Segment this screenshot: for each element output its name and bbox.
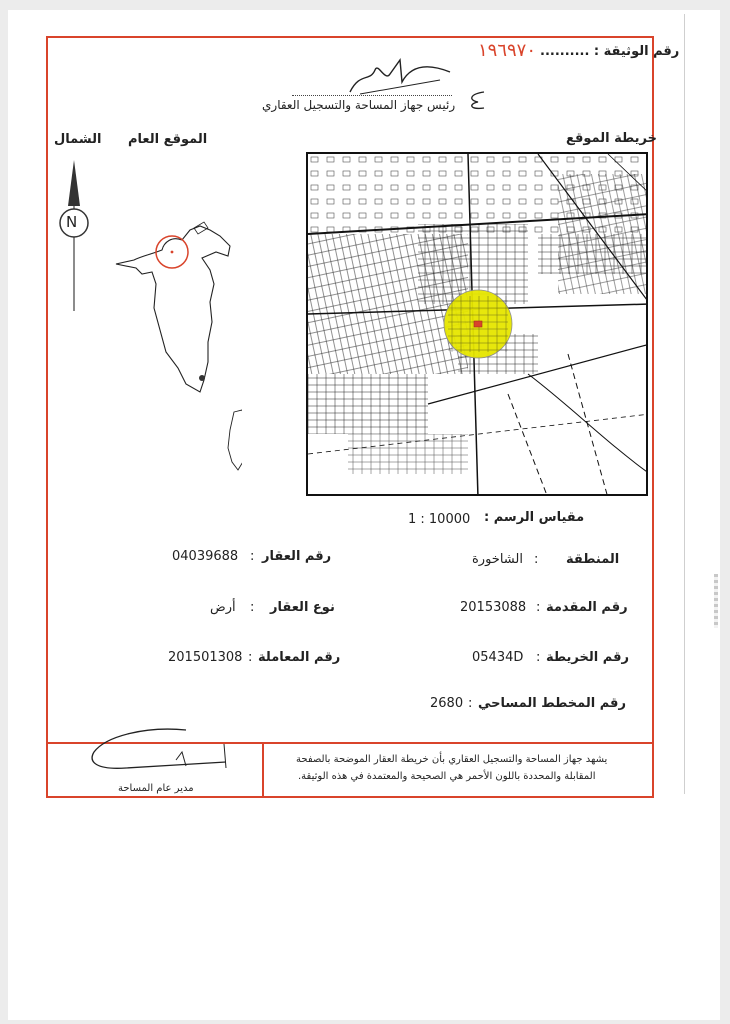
certification-line-1: يشهد جهاز المساحة والتسجيل العقاري بأن خريطة العقار الموضحة بالصفحة <box>296 754 608 765</box>
doc-number-value: ١٩٦٩٧٠ <box>478 40 537 61</box>
north-label: الشمال <box>54 132 102 147</box>
region-label: المنطقة <box>566 552 620 567</box>
footer-vertical-divider <box>262 742 264 798</box>
north-letter: N <box>66 213 78 231</box>
transaction-no-label: رقم المعاملة <box>258 650 341 665</box>
doc-number-label: رقم الوثيقة : .......... <box>540 44 680 59</box>
property-no-label: رقم العقار <box>262 549 332 564</box>
transaction-no-value: 201501308 <box>168 650 243 665</box>
map-no-value: 05434D <box>472 650 524 665</box>
signature-mark <box>462 88 490 112</box>
map-no-label: رقم الخريطة <box>546 650 629 665</box>
survey-plan-value: 2680 <box>430 696 464 711</box>
property-type-label: نوع العقار <box>270 600 335 615</box>
signature-line <box>292 95 452 96</box>
property-no-value: 04039688 <box>172 549 239 564</box>
request-no-label: رقم المقدمة <box>546 600 628 615</box>
scan-edge-line <box>684 14 685 794</box>
president-title: رئيس جهاز المساحة والتسجيل العقاري <box>262 98 456 112</box>
site-map <box>306 152 648 496</box>
general-location-label: الموقع العام <box>128 132 208 147</box>
director-signature <box>86 722 236 782</box>
scan-artifact <box>714 574 718 628</box>
survey-plan-label: رقم المخطط المساحي <box>478 696 626 711</box>
director-title: مدير عام المساحة <box>118 783 194 794</box>
region-value: الشاخورة <box>472 552 523 567</box>
request-no-value: 20153088 <box>460 600 527 615</box>
site-map-label: خريطة الموقع <box>566 131 658 146</box>
scale-label: مقياس الرسم : <box>484 510 585 525</box>
certification-line-2: المقابلة والمحددة باللون الأحمر هي الصحيحة والمعتمدة في هذه الوثيقة. <box>298 771 596 782</box>
bahrain-overview-map <box>112 212 242 477</box>
north-arrow-icon <box>56 156 92 316</box>
site-map-drawing <box>308 154 648 496</box>
scale-value: 1 : 10000 <box>408 512 471 527</box>
property-type-value: أرض <box>210 600 236 615</box>
